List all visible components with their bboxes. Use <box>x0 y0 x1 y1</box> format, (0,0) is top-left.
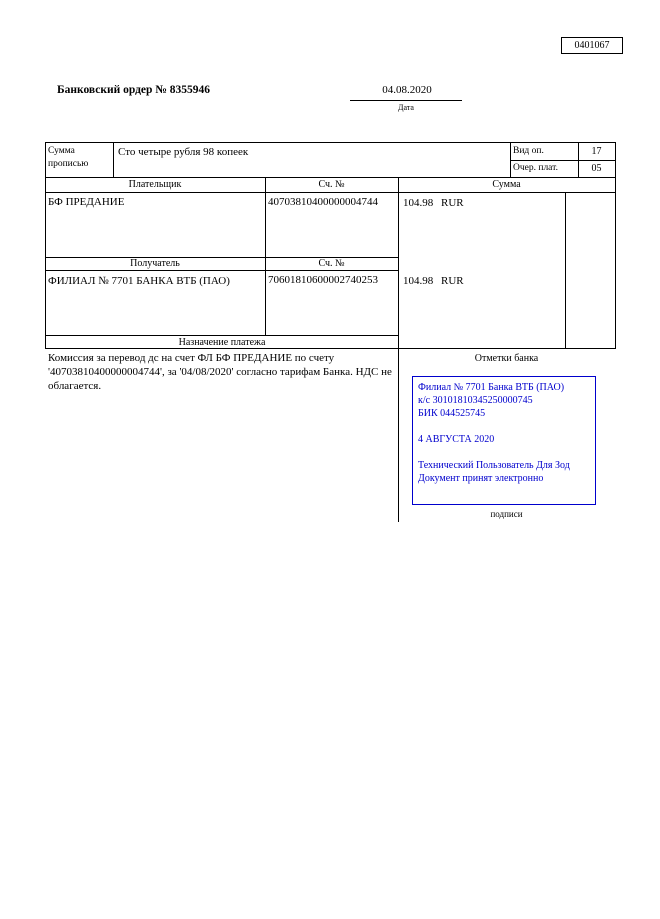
bank-marks-header: Отметки банка <box>474 353 539 364</box>
table-border <box>510 142 511 177</box>
stamp-line-branch: Филиал № 7701 Банка ВТБ (ПАО) <box>418 382 565 393</box>
table-border <box>265 177 266 335</box>
date-value: 04.08.2020 <box>382 84 432 96</box>
form-code-box: 0401067 <box>561 37 623 54</box>
payee-account-number: 70601810600002740253 <box>268 274 378 286</box>
payee-amount: 104.98 RUR <box>403 275 464 287</box>
payer-name: БФ ПРЕДАНИЕ <box>48 196 125 208</box>
payer-account-number: 40703810400000004744 <box>268 196 378 208</box>
payment-purpose-header: Назначение платежа <box>178 336 266 348</box>
payee-account-column-header: Сч. № <box>318 258 345 269</box>
operation-type-value: 17 <box>591 146 602 157</box>
payer-account-column-header: Сч. № <box>318 179 345 190</box>
date-underline <box>350 100 462 101</box>
table-border <box>45 177 616 178</box>
table-border-left <box>45 142 46 348</box>
payer-amount: 104.98 RUR <box>403 197 464 209</box>
payer-column-header: Плательщик <box>128 179 182 190</box>
sum-column-header: Сумма <box>492 179 521 190</box>
signatures-label: подписи <box>490 509 523 519</box>
bank-electronic-stamp <box>412 376 596 505</box>
document-title: Банковский ордер № 8355946 <box>57 84 210 96</box>
table-border <box>45 348 616 349</box>
stamp-line-user: Технический Пользователь Для Зод <box>418 460 570 471</box>
payee-column-header: Получатель <box>130 258 180 269</box>
stamp-line-date: 4 АВГУСТА 2020 <box>418 434 495 445</box>
amount-in-words-label: Сумма прописью <box>48 146 89 169</box>
payment-priority-value: 05 <box>591 162 602 174</box>
table-border <box>565 192 566 348</box>
date-label: Дата <box>398 103 414 112</box>
table-border <box>45 270 399 271</box>
table-border-middle <box>398 177 399 522</box>
stamp-line-blank <box>418 446 590 459</box>
stamp-line-blank <box>418 420 590 433</box>
table-border <box>45 192 616 193</box>
stamp-line-accepted: Документ принят электронно <box>418 473 544 484</box>
amount-in-words-value: Сто четыре рубля 98 копеек <box>118 146 249 158</box>
operation-type-label: Вид оп. <box>513 146 544 156</box>
table-border-vidop <box>510 160 616 161</box>
stamp-line-corr-account: к/с 30101810345250000745 <box>418 395 533 406</box>
payee-name: ФИЛИАЛ № 7701 БАНКА ВТБ (ПАО) <box>48 275 230 287</box>
table-border-right <box>615 142 616 348</box>
payment-priority-label: Очер. плат. <box>513 162 558 173</box>
table-border-top <box>45 142 616 143</box>
payment-purpose-text: Комиссия за перевод дс на счет ФЛ БФ ПРЕДАНИЕ по счету '40703810400000004744', за '04/08/2020' согласно тарифам Банка. НДС не облагается. <box>48 352 392 392</box>
stamp-line-bik: БИК 044525745 <box>418 408 486 419</box>
table-border <box>113 142 114 177</box>
